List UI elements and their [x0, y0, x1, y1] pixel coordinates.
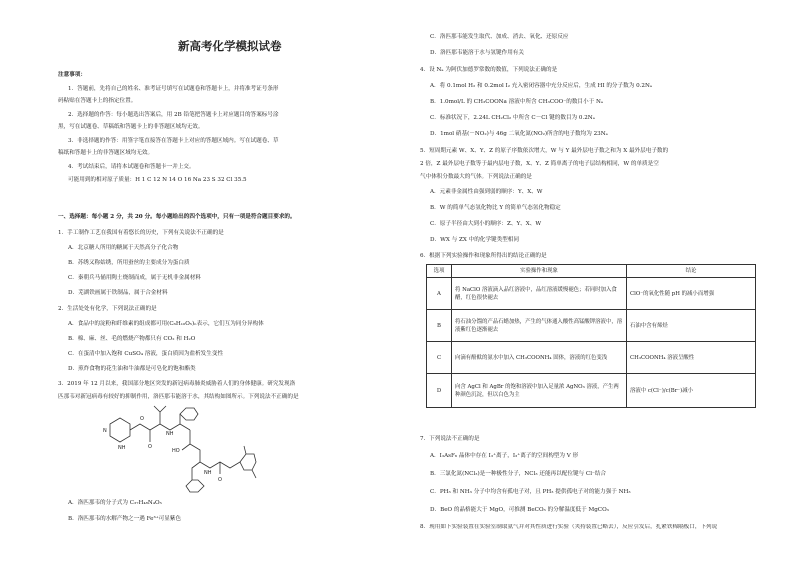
- isopropyl-bond: [160, 406, 166, 412]
- notice-line: 4．考试结束后，请将本试题卷和答题卡一并上交。: [68, 164, 195, 170]
- atom-label: NH: [204, 470, 212, 476]
- option-line: B．W 的简单气态氢化物比 Y 的简单气态氢化物稳定: [430, 205, 561, 211]
- atomic-mass-line: 可能用到的相对原子质量：H 1 C 12 N 14 O 16 Na 23 S 32 Cl 35.5: [68, 177, 247, 183]
- question-3-cont: 匹那韦对新冠病毒有较好的抑制作用，洛匹那韦能溶于水，其结构如图所示。下列说法不正确的是: [58, 394, 299, 400]
- question-1: 1．手工制作工艺在我国有着悠长的历史，下列有关说法不正确的是: [58, 230, 224, 236]
- notice-line: 稿纸和答题卡上的非答题区域均无效。: [58, 150, 154, 156]
- question-7: 7．下列说法不正确的是: [420, 436, 480, 442]
- option-line: D．1mol 硝基(－NO₂)与 46g 二氧化氮(NO₂)所含的电子数均为 23Nₐ: [430, 131, 608, 137]
- option-line: D．WX 与 ZX 中的化学键类型相同: [430, 237, 519, 243]
- methyl-bond: [252, 470, 256, 478]
- table-header: 实验操作和现象: [452, 265, 627, 278]
- table-cell: 将石油分馏的产品石蜡加热，产生的气体通入酸性高锰酸钾溶液中，溶液紫红色逐渐褪去: [452, 310, 627, 342]
- table-header: 选项: [427, 265, 452, 278]
- option-line: D．芜湖铁画属于铁制品，属于合金材料: [68, 290, 168, 296]
- notice-line: 1．答题前，先将自己的姓名、准考证号填写在试题卷和答题卡上，并将准考证号条形: [68, 86, 279, 92]
- isopropyl-bond: [154, 406, 160, 424]
- table-header: 结论: [627, 265, 756, 278]
- option-line: C．洛匹那韦能发生取代、加成、消去、氧化、还原反应: [430, 34, 569, 40]
- ring-bond: [110, 418, 130, 442]
- atom-label: HO: [172, 448, 180, 454]
- option-line: A．北京糖人所用的糖属于天然高分子化合物: [68, 245, 179, 251]
- atom-label: NH: [166, 431, 174, 437]
- table-cell: A: [427, 278, 452, 310]
- atom-label: NH: [118, 445, 126, 451]
- option-line: B．1.0mol/L 的 CH₃COONa 溶液中所含 CH₃COO⁻的数目小于 Nₐ: [430, 99, 604, 105]
- option-line: D．BeO 的晶格能大于 MgO，可推测 BeCO₃ 的分解温度低于 MgCO₃: [430, 507, 609, 513]
- option-line: A．洛匹那韦的分子式为 C₃₇H₄₈N₄O₅: [68, 500, 162, 506]
- question-6: 6．根据下列实验操作和现象所得出的结论正确的是: [420, 253, 547, 259]
- phenyl-ring: [180, 408, 198, 420]
- notice-line: 码粘贴在答题卡上的指定位置。: [58, 98, 137, 104]
- atom-label: O: [140, 416, 144, 422]
- section-heading: 一、选择题：每小题 2 分，共 20 分。每小题给出的四个选项中，只有一项是符合题目要求的。: [58, 214, 296, 220]
- chain-bond: [190, 430, 240, 468]
- notice-line: 2．选择题的作答：每小题选出答案后，用 2B 铅笔把答题卡上对应题目的答案标号涂: [68, 112, 279, 118]
- question-4: 4．设 Nₐ 为阿伏加德罗常数的数值，下列说法正确的是: [420, 67, 558, 73]
- atom-label: O: [218, 477, 222, 483]
- question-2: 2．生活处处有化学，下列说法正确的是: [58, 306, 157, 312]
- table-cell: CH₃COONH₄ 溶液呈酸性: [627, 342, 756, 374]
- table-header-row: [427, 265, 756, 278]
- notice-line: 黑，写在试题卷、草稿纸和答题卡上的非答题区域均无效。: [58, 124, 204, 130]
- option-line: C．标准状况下，2.24L CH₂Cl₂ 中所含 C－Cl 键的数目为 0.2Nₐ: [430, 115, 595, 121]
- table-cell: 溶液中 c(Cl⁻)/c(Br⁻)减小: [627, 374, 756, 408]
- option-line: C．秦朝兵马俑用陶土烧制而成，属于无机非金属材料: [68, 275, 201, 281]
- table-row: [427, 278, 756, 310]
- table-cell: 向含 AgCl 和 AgBr 的饱和溶液中加入足量浓 AgNO₃ 溶液，产生两种颜色沉淀，但以白色为主: [452, 374, 627, 408]
- option-line: B．苏绣又称姑绣，所用蚕丝的主要成分为蛋白质: [68, 260, 190, 266]
- lopinavir-structure-diagram: [98, 402, 258, 494]
- notice-heading: 注意事项：: [58, 72, 86, 78]
- atom-label: N: [103, 428, 107, 434]
- option-line: C．原子半径由大到小的顺序：Z、Y、X、W: [430, 221, 542, 227]
- phenyl-ring: [186, 480, 204, 492]
- experiment-table: [426, 264, 756, 408]
- table-cell: 向滴有酚酞的氨水中加入 CH₃COONH₄ 固体，溶液的红色变浅: [452, 342, 627, 374]
- option-line: D．煎炸食物的花生油和牛油都是可皂化的饱和酯类: [68, 366, 196, 372]
- question-5-cont: 2 倍，Z 最外层电子数等于最内层电子数，X、Y、Z 简单离子的电子层结构相同，W 的单质是空: [420, 161, 659, 167]
- table-cell: ClO⁻的氧化性随 pH 的减小而增强: [627, 278, 756, 310]
- methyl-bond: [244, 446, 246, 454]
- table-cell: 将 NaClO 溶液滴入品红溶液中，品红溶液缓慢褪色；若同时加入食醋，红色很快褪去: [452, 278, 627, 310]
- chain-bond: [130, 424, 190, 430]
- option-line: B．三氯化氮(NCl₃)是一种极性分子，NCl₃ 还能再以配位键与 Cl⁻结合: [430, 471, 607, 477]
- dimethylphenyl-ring: [240, 454, 256, 470]
- option-line: C．PH₃ 和 NH₃ 分子中均含有孤电子对，且 PH₃ 提供孤电子对的能力强于 NH₃: [430, 489, 631, 495]
- option-line: A．I₃AsF₆ 晶体中存在 I₃⁺离子，I₃⁺离子的空间构型为 V 形: [430, 453, 579, 459]
- option-line: B．洛匹那韦的水解产物之一遇 Fe³⁺可显紫色: [68, 516, 182, 522]
- question-8: 8．现用如下实验装置在实验室制取氨气并对其性质进行实验（夹持装置已略去），反应引发后，扎紧铁棉隔板口，下列说: [420, 524, 718, 530]
- notice-line: 3．非选择题的作答：用签字笔直接答在答题卡上对应的答题区域内。写在试题卷、草: [68, 138, 279, 144]
- table-row: [427, 310, 756, 342]
- exam-title: 新高考化学模拟试卷: [178, 39, 282, 53]
- table-cell: 石油中含有烯烃: [627, 310, 756, 342]
- table-cell: C: [427, 342, 452, 374]
- option-line: A．将 0.1mol H₂ 和 0.2mol I₂ 充入密闭容器中充分反应后，生成 HI 的分子数为 0.2Nₐ: [430, 83, 653, 89]
- table-row: [427, 342, 756, 374]
- benzyl-bond: [192, 462, 200, 480]
- question-5-cont: 气中体积分数最大的气体。下列说法正确的是: [420, 174, 532, 180]
- table-row: [427, 374, 756, 408]
- question-3: 3．2019 年 12 月以来，我国部分地区突发的新冠病毒肺炎威胁着人们的身体健康。研究发现洛: [58, 381, 296, 387]
- table-cell: D: [427, 374, 452, 408]
- option-line: A．元素非金属性由强到弱的顺序：Y、X、W: [430, 189, 543, 195]
- option-line: A．食品中的淀粉和纤维素的组成都可用(C₆H₁₀O₅)ₙ表示，它们互为同分异构体: [68, 321, 264, 327]
- table-cell: B: [427, 310, 452, 342]
- option-line: C．在蛋清中加入饱和 CuSO₄ 溶液，蛋白质因为盐析发生变性: [68, 351, 224, 357]
- question-5: 5．短周期元素 W、X、Y、Z 的原子序数依次增大，W 与 Y 最外层电子数之和为 X 最外层电子数的: [420, 148, 669, 154]
- option-line: D．洛匹那韦能溶于水与氢键作用有关: [430, 50, 524, 56]
- option-line: B．棉、麻、丝、毛的燃烧产物都只有 CO₂ 和 H₂O: [68, 336, 196, 342]
- atom-label: O: [148, 444, 152, 450]
- hydroxyl-bond: [182, 444, 190, 450]
